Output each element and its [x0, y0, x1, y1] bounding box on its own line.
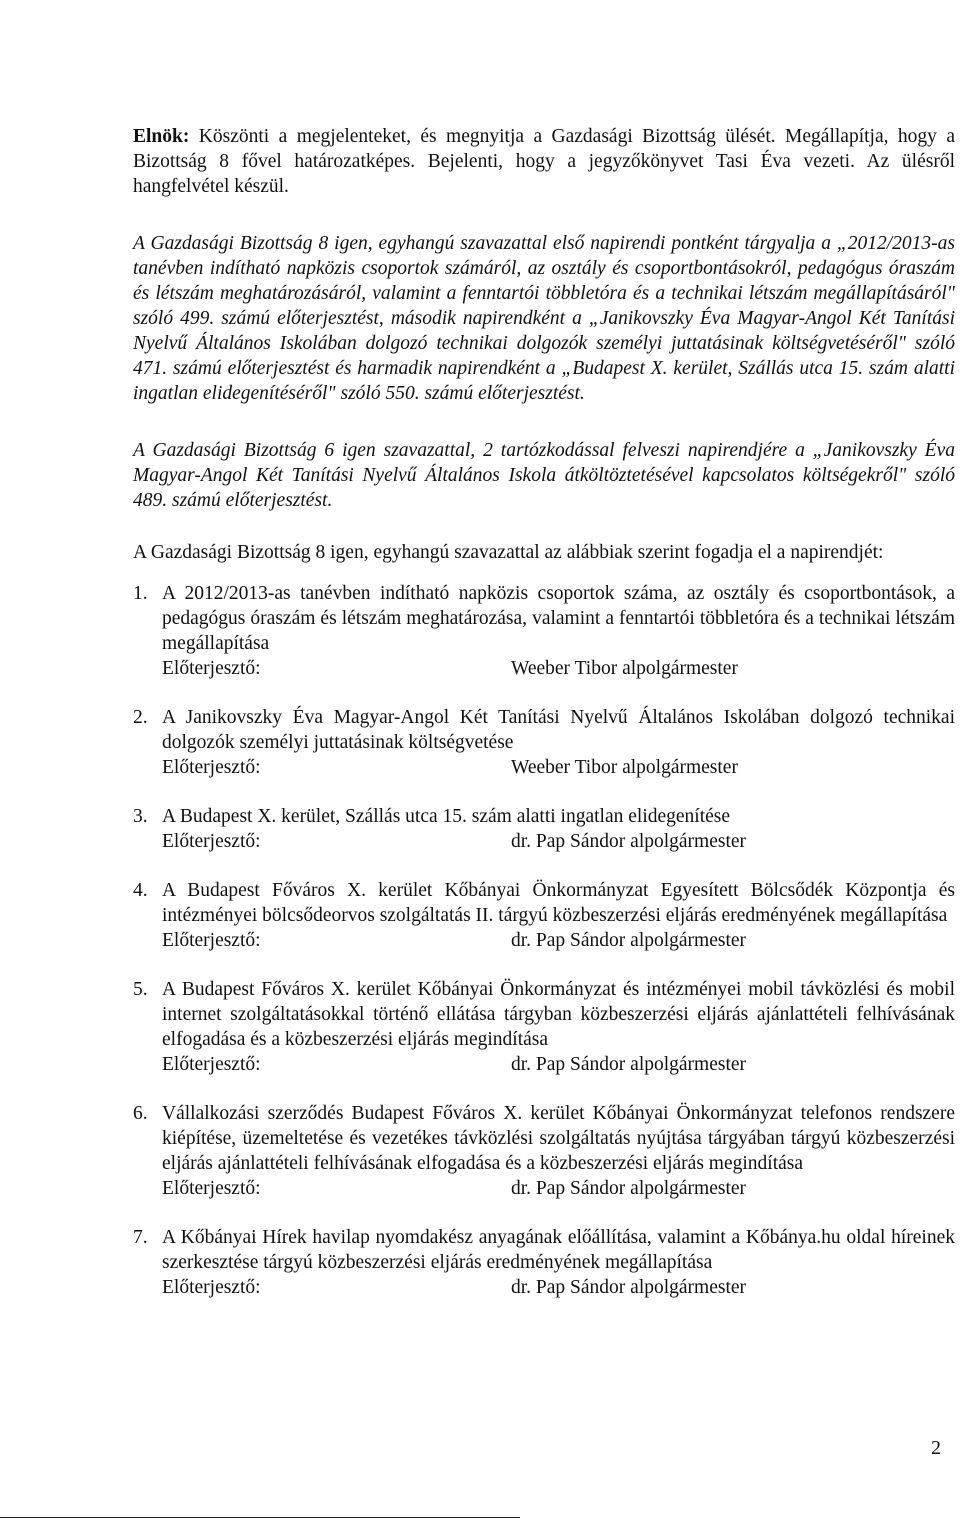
agenda-item-text: A Janikovszky Éva Magyar-Angol Két Tanítási Nyelvű Általános Iskolában dolgozó technikai dolgozók személyi juttatásinak költségvetése	[162, 707, 955, 753]
agenda-item	[133, 804, 955, 854]
presenter-label: Előterjesztő:	[162, 1277, 261, 1298]
presenter-name: dr. Pap Sándor alpolgármester	[511, 930, 747, 951]
agenda-item-text: A 2012/2013-as tanévben indítható napközis csoportok száma, az osztály és csoportbontások, a pedagógus óraszám és létszám meghatározása, valamint a fenntartói többletóra és a technikai létszám megállapítása	[162, 583, 955, 654]
resolution-paragraph-2: A Gazdasági Bizottság 6 igen szavazattal, 2 tartózkodással felveszi napirendjére a „Janikovszky Éva Magyar-Angol Két Tanítási Nyelvű Általános Iskola átköltöztetésével kapcsolatos költségekről" szóló 489. számú előterjesztést.	[133, 440, 955, 511]
agenda-item	[133, 1225, 955, 1300]
agenda-item-number: 6.	[133, 1103, 148, 1124]
presenter-row	[162, 1176, 955, 1201]
agenda-item-number: 1.	[133, 583, 148, 604]
presenter-label: Előterjesztő:	[162, 757, 261, 778]
presenter-label: Előterjesztő:	[162, 1178, 261, 1199]
intro-text: Köszönti a megjelenteket, és megnyitja a Gazdasági Bizottság ülését. Megállapítja, hogy a Bizottság 8 fővel határozatképes. Bejelenti, hogy a jegyzőkönyvet Tasi Éva vezeti. Az ülésről hangfelvétel készül.	[133, 126, 955, 197]
agenda-item-number: 7.	[133, 1227, 148, 1248]
presenter-label: Előterjesztő:	[162, 1054, 261, 1075]
presenter-row	[162, 755, 955, 780]
agenda-item-number: 2.	[133, 707, 148, 728]
agenda-intro: A Gazdasági Bizottság 8 igen, egyhangú szavazattal az alábbiak szerint fogadja el a napirendjét:	[133, 542, 884, 563]
presenter-name: dr. Pap Sándor alpolgármester	[511, 1178, 747, 1199]
presenter-row	[162, 1052, 955, 1077]
agenda-item-text: A Budapest Főváros X. kerület Kőbányai Önkormányzat és intézményei mobil távközlési és mobil internet szolgáltatásokkal történő ellátása tárgyban közbeszerzési eljárás ajánlattételi felhívásának elfogadása és a közbeszerzési eljárás megindítása	[162, 979, 955, 1050]
presenter-row	[162, 1275, 955, 1300]
page-number: 2	[931, 1437, 941, 1459]
agenda-item-text: A Budapest Főváros X. kerület Kőbányai Önkormányzat Egyesített Bölcsődék Központja és intézményei bölcsődeorvos szolgáltatás II. tárgyú közbeszerzési eljárás eredményének megállapítása	[162, 880, 955, 926]
presenter-row	[162, 656, 955, 681]
agenda-item	[133, 977, 955, 1077]
presenter-name: Weeber Tibor alpolgármester	[511, 757, 738, 778]
presenter-label: Előterjesztő:	[162, 831, 261, 852]
presenter-row	[162, 928, 955, 953]
presenter-name: dr. Pap Sándor alpolgármester	[511, 1277, 747, 1298]
presenter-row	[162, 829, 955, 854]
agenda-item-number: 4.	[133, 880, 148, 901]
agenda-item	[133, 878, 955, 953]
agenda-item-number: 3.	[133, 806, 148, 827]
presenter-label: Előterjesztő:	[162, 658, 261, 679]
agenda-item	[133, 1101, 955, 1201]
agenda-item-number: 5.	[133, 979, 148, 1000]
intro-paragraph	[133, 124, 955, 199]
presenter-label: Előterjesztő:	[162, 930, 261, 951]
agenda-item-text: A Budapest X. kerület, Szállás utca 15. szám alatti ingatlan elidegenítése	[162, 806, 731, 827]
agenda-item-text: Vállalkozási szerződés Budapest Főváros X. kerület Kőbányai Önkormányzat telefonos rendszere kiépítése, üzemeltetése és vezetékes távközlési szolgáltatás nyújtása tárgyában tárgyú közbeszerzési eljárás ajánlattételi felhívásának elfogadása és a közbeszerzési eljárás megindítása	[162, 1103, 955, 1174]
presenter-name: dr. Pap Sándor alpolgármester	[511, 831, 747, 852]
agenda-item	[133, 581, 955, 681]
presenter-name: dr. Pap Sándor alpolgármester	[511, 1054, 747, 1075]
resolution-paragraph-1: A Gazdasági Bizottság 8 igen, egyhangú szavazattal első napirendi pontként tárgyalja a „2012/2013-as tanévben indítható napközis csoportok számáról, az osztály és csoportbontásokról, pedagógus óraszám és létszám meghatározásáról, valamint a fenntartói többletóra és a technikai létszám megállapításáról" szóló 499. számú előterjesztést, második napirendként a „Janikovszky Éva Magyar-Angol Két Tanítási Nyelvű Általános Iskolában dolgozó technikai dolgozók személyi juttatásinak költségvetéséről" szóló 471. számú előterjesztést és harmadik napirendként a „Budapest X. kerület, Szállás utca 15. szám alatti ingatlan elidegenítéséről" szóló 550. számú előterjesztést.	[133, 233, 955, 404]
speaker-label: Elnök:	[133, 126, 190, 147]
footer-rule	[0, 1517, 520, 1518]
presenter-name: Weeber Tibor alpolgármester	[511, 658, 738, 679]
agenda-list	[133, 581, 955, 1300]
document-body	[133, 124, 955, 1324]
agenda-item-text: A Kőbányai Hírek havilap nyomdakész anyagának előállítása, valamint a Kőbánya.hu oldal híreinek szerkesztése tárgyú közbeszerzési eljárás eredményének megállapítása	[162, 1227, 955, 1273]
agenda-item	[133, 705, 955, 780]
